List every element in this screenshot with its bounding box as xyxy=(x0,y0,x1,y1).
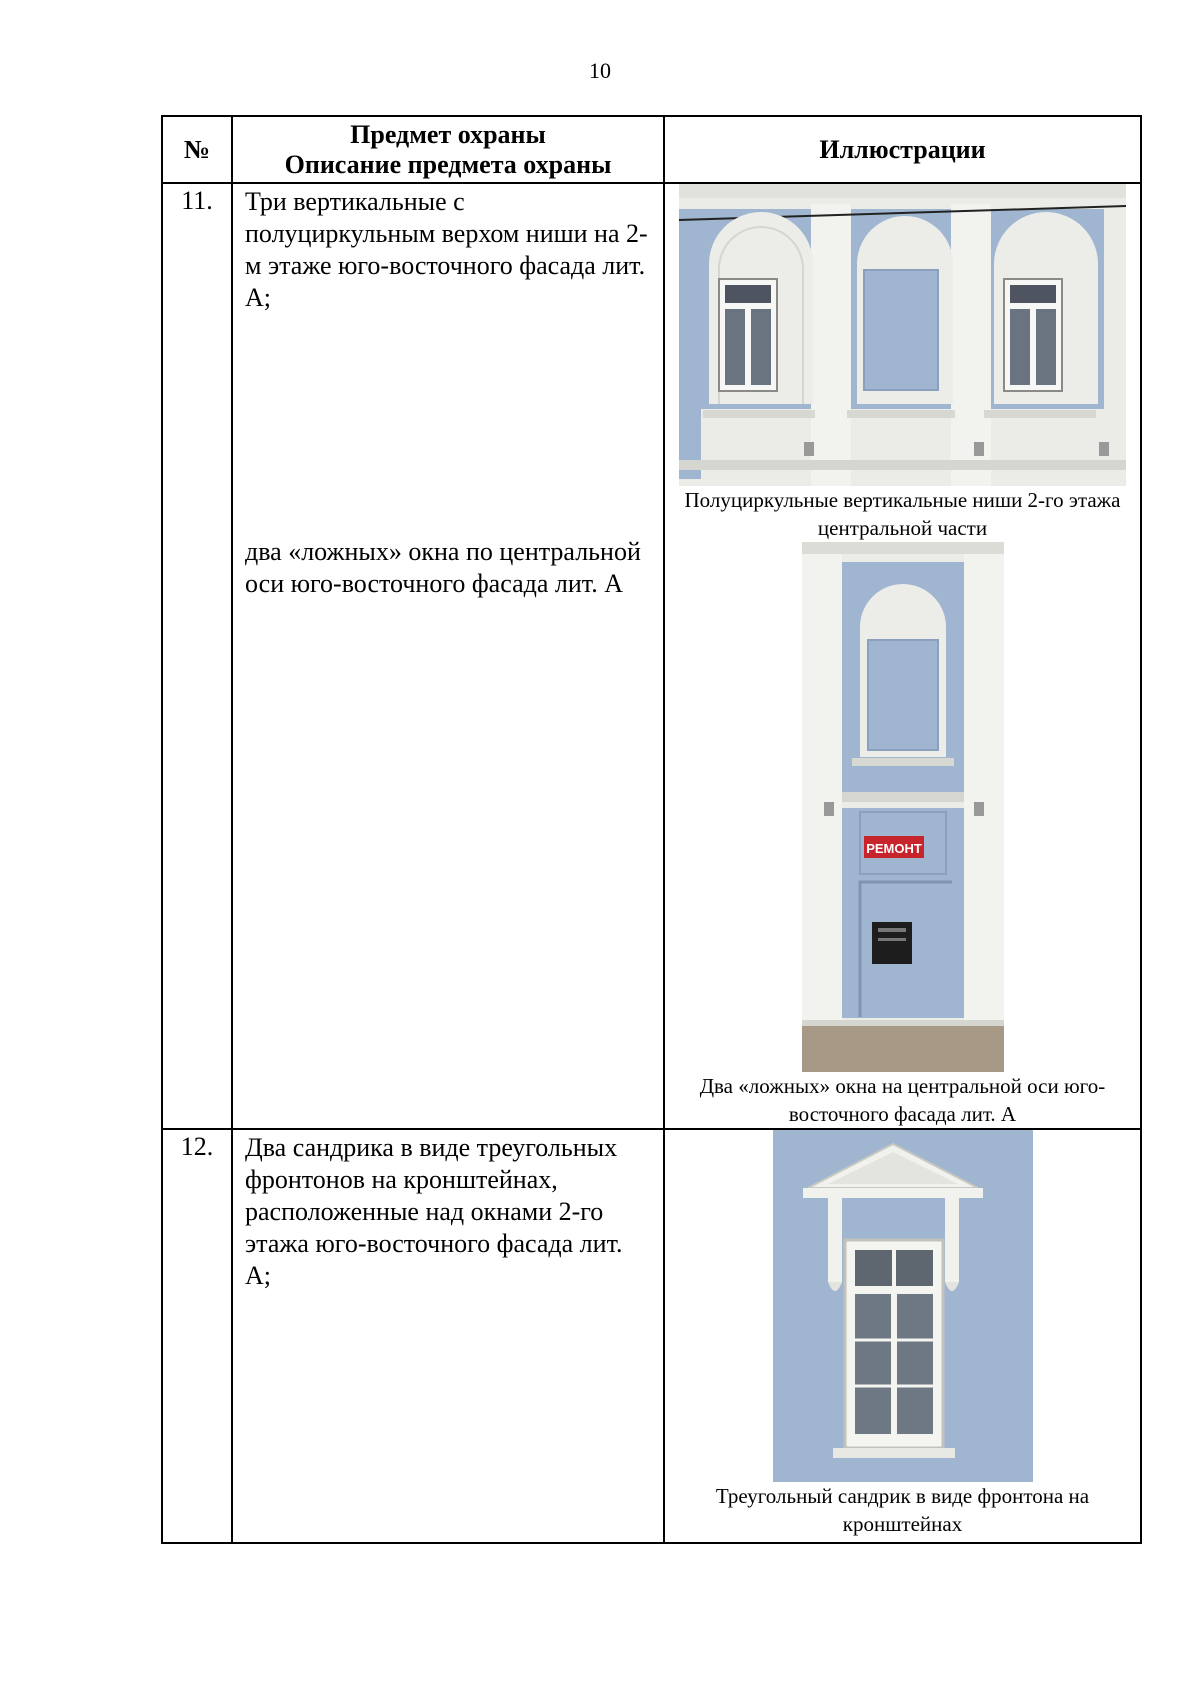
header-illustrations: Иллюстрации xyxy=(664,116,1141,183)
description-niches: Три вертикальные с полуциркульным верхом ниши на 2-м этаже юго-восточного фасада лит. А; xyxy=(245,187,648,312)
photo-false-windows xyxy=(802,542,1004,1072)
caption-niches: Полуциркульные вертикальные ниши 2-го этажа центральной части xyxy=(684,488,1121,540)
row-illustrations xyxy=(664,183,1141,1129)
header-subject-line1: Предмет охраны xyxy=(350,119,546,149)
caption-sandrik: Треугольный сандрик в виде фронтона на кронштейнах xyxy=(715,1484,1090,1536)
description-sandriks: Два сандрика в виде треугольных фронтонов на кронштейнах, расположенные над окнами 2-го этажа юго-восточного фасада лит. А; xyxy=(245,1133,623,1290)
page-number: 10 xyxy=(589,58,611,83)
header-subject-line2: Описание предмета охраны xyxy=(284,149,612,179)
photo-niches xyxy=(679,184,1126,486)
header-number: № xyxy=(162,116,232,183)
row-description xyxy=(232,1129,664,1543)
table-header-row xyxy=(162,116,1141,183)
row-number: 12. xyxy=(162,1129,232,1543)
protection-table xyxy=(161,115,1142,1544)
row-illustrations xyxy=(664,1129,1141,1543)
row-number: 11. xyxy=(162,183,232,1129)
row-description xyxy=(232,183,664,1129)
header-subject xyxy=(232,116,664,183)
photo-sandrik xyxy=(773,1130,1033,1482)
sign-remont: РЕМОНТ xyxy=(865,841,922,856)
caption-false-windows: Два «ложных» окна на центральной оси юго-восточного фасада лит. А xyxy=(699,1074,1106,1126)
table-row xyxy=(162,183,1141,1129)
table-row xyxy=(162,1129,1141,1543)
description-false-windows: два «ложных» окна по центральной оси юго-восточного фасада лит. А xyxy=(245,537,641,598)
